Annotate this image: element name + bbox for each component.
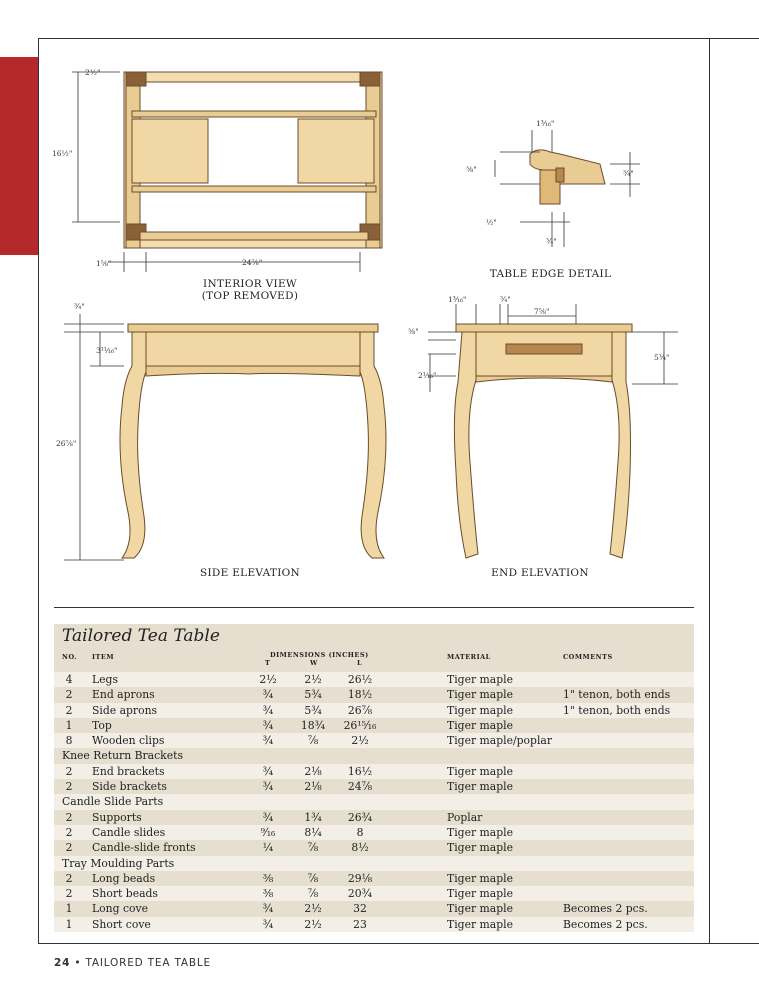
cell-w: 2⅛ [304,764,322,778]
page-frame-top [38,38,759,39]
side-apron [132,332,374,366]
cell-item: Long beads [92,871,156,885]
table-edge-detail-label: TABLE EDGE DETAIL [489,268,612,280]
cell-no: 2 [65,871,73,885]
cell-l: 18½ [347,688,373,702]
cell-l: 8½ [351,841,369,855]
dim-end-e: 2¹⁄₁₆" [418,371,437,380]
cell-l: 8 [356,825,364,839]
header-dimensions: DIMENSIONS (INCHES) [270,651,369,659]
cell-t: ¾ [262,917,274,931]
header-l: L [357,659,363,667]
header-item: ITEM [92,653,115,661]
cell-l: 32 [353,902,367,916]
cell-material: Tiger maple [447,871,513,885]
group-label: Knee Return Brackets [62,749,183,763]
cell-no: 2 [65,841,73,855]
cell-l: 2½ [351,734,369,748]
cell-item: End aprons [92,688,155,702]
table-row [54,703,694,718]
cell-material: Tiger maple [447,887,513,901]
cutlist-header [54,648,694,672]
page-frame-left [38,38,39,944]
table-row [54,840,694,855]
dim-interior-top: 2½" [85,68,101,77]
cell-t: ¼ [262,841,274,855]
cell-material: Tiger maple [447,825,513,839]
cell-w: ⅞ [307,871,319,885]
table-group-row [54,794,694,809]
cell-l: 26⅞ [347,703,373,717]
cell-t: ¾ [262,902,274,916]
cell-l: 26¹⁵⁄₁₆ [343,718,377,732]
cell-w: 18¾ [300,718,326,732]
dim-interior-offset: 1⅝" [96,259,112,268]
cell-comments: Becomes 2 pcs. [563,902,648,916]
interior-bottom-rail [140,232,368,240]
table-row [54,672,694,687]
header-t: T [265,659,271,667]
table-row [54,825,694,840]
cell-w: 8¼ [304,825,322,839]
table-row [54,779,694,794]
dim-interior-depth: 16½" [52,149,73,158]
cell-item: Candle-slide fronts [92,841,196,855]
dim-end-c: 7⅝" [534,307,550,316]
page-frame-right [709,38,710,944]
cell-t: ¾ [262,810,274,824]
cell-l: 16½ [347,764,373,778]
cutlist-table [54,624,694,932]
cutlist-title: Tailored Tea Table [62,626,220,646]
cell-w: ⅞ [307,841,319,855]
side-top [128,324,378,332]
footer-title: TAILORED TEA TABLE [85,957,211,969]
side-elevation-drawing [56,296,390,568]
cell-comments: 1" tenon, both ends [563,703,671,717]
cell-material: Tiger maple [447,673,513,686]
table-group-row [54,748,694,763]
cell-item: Supports [92,810,142,824]
cell-no: 1 [65,902,73,916]
cell-t: ¾ [262,764,274,778]
table-row [54,810,694,825]
cell-no: 8 [65,734,73,748]
cell-t: ¾ [262,688,274,702]
cell-material: Tiger maple [447,718,513,732]
cell-material: Tiger maple [447,902,513,916]
page-number: 24 [54,957,71,969]
footer-bullet: • [74,957,82,969]
end-elevation-label: END ELEVATION [491,567,589,579]
cell-w: 2½ [304,902,322,916]
cell-l: 26¾ [347,810,373,824]
end-leg-left [454,332,478,558]
dim-edge-d: ½" [486,218,497,227]
cell-t: ¾ [262,780,274,794]
end-leg-right [610,332,631,558]
table-row [54,733,694,748]
table-row [54,886,694,901]
cell-t: ¾ [262,703,274,717]
cell-w: 2⅛ [304,780,322,794]
interior-support-bottom [132,186,376,192]
candle-slide-left [132,119,208,183]
cell-material: Tiger maple [447,764,513,778]
cell-item: Candle slides [92,825,166,839]
cell-no: 2 [65,825,73,839]
cell-item: End brackets [92,764,165,778]
table-row [54,871,694,886]
cell-no: 4 [65,673,73,686]
cell-item: Short cove [92,917,151,931]
cell-l: 26½ [347,673,373,686]
cell-item: Side aprons [92,703,158,717]
table-row [54,901,694,916]
cell-material: Tiger maple [447,688,513,702]
cell-material: Tiger maple/poplar [447,734,552,748]
cell-material: Tiger maple [447,917,513,931]
cell-no: 2 [65,887,73,901]
dim-edge-b: ⅜" [466,165,477,174]
dim-end-d: ⅜" [408,327,419,336]
cell-no: 2 [65,764,73,778]
table-group-row [54,856,694,871]
end-top [456,324,632,332]
cell-t: ⅜ [262,871,274,885]
cell-comments: 1" tenon, both ends [563,688,671,702]
cell-item: Short beads [92,887,158,901]
cell-comments: Becomes 2 pcs. [563,917,648,931]
cell-w: 2½ [304,917,322,931]
end-candle-slide [506,344,582,354]
interior-support-top [132,111,376,117]
cell-material: Poplar [447,810,483,824]
table-row [54,764,694,779]
corner-block-tl [126,72,146,86]
cell-material: Tiger maple [447,841,513,855]
dim-edge-e: ¾" [546,237,557,246]
cell-w: 2½ [304,673,322,686]
cell-item: Wooden clips [92,734,165,748]
group-label: Candle Slide Parts [62,795,164,809]
header-material: MATERIAL [447,653,491,661]
cell-item: Legs [92,673,119,686]
side-elevation-label: SIDE ELEVATION [199,567,301,579]
corner-block-tr [360,72,380,86]
dim-edge-c: ¾" [623,169,634,178]
dim-interior-width: 24⅞" [242,258,263,267]
table-row [54,917,694,932]
dim-end-a: 1³⁄₁₆" [448,295,467,304]
dim-side-height: 26⅞" [56,439,77,448]
cell-w: 5¾ [304,703,322,717]
section-color-tab [0,57,38,255]
side-leg-right [360,332,386,558]
dim-end-b: ¾" [500,295,511,304]
cell-item: Top [92,718,112,732]
cell-l: 24⅞ [347,780,373,794]
dim-edge-a: 1³⁄₁₆" [536,119,555,128]
table-row [54,718,694,733]
header-comments: COMMENTS [563,653,613,661]
interior-view-label: INTERIOR VIEW (TOP REMOVED) [201,278,299,302]
cell-t: 2½ [259,673,277,686]
cell-w: 5¾ [304,688,322,702]
cell-item: Side brackets [92,780,167,794]
page-frame-bottom [38,943,759,944]
candle-slide-right [298,119,374,183]
dim-end-f: 5¾" [654,353,670,362]
dim-side-apron: 3¹¹⁄₁₆" [96,346,118,355]
cell-no: 2 [65,703,73,717]
cell-no: 2 [65,810,73,824]
side-knee-bracket [146,366,360,376]
cell-material: Tiger maple [447,780,513,794]
cell-t: ⅜ [262,887,274,901]
cell-material: Tiger maple [447,703,513,717]
cutlist-rows [54,672,694,932]
cell-t: ⁹⁄₁₆ [260,825,276,839]
edge-bead [556,168,564,182]
header-no: NO. [62,653,77,661]
dim-side-top: ¾" [74,302,85,311]
interior-view-drawing [52,62,390,277]
cell-item: Long cove [92,902,149,916]
cell-w: ⅞ [307,887,319,901]
table-row [54,687,694,702]
cell-w: ⅞ [307,734,319,748]
cell-t: ¾ [262,718,274,732]
cell-l: 29⅛ [347,871,373,885]
cell-no: 1 [65,718,73,732]
table-edge-detail-drawing [460,112,660,262]
cell-l: 23 [353,917,367,931]
group-label: Tray Moulding Parts [62,856,175,870]
cell-no: 2 [65,688,73,702]
header-w: W [310,659,318,667]
page-footer [54,957,211,969]
cell-no: 2 [65,780,73,794]
cell-no: 1 [65,917,73,931]
cell-t: ¾ [262,734,274,748]
section-divider [54,607,694,608]
cell-l: 20¾ [347,887,373,901]
end-elevation-drawing [400,292,690,568]
cell-w: 1¾ [304,810,322,824]
end-knee-bracket [476,376,612,382]
